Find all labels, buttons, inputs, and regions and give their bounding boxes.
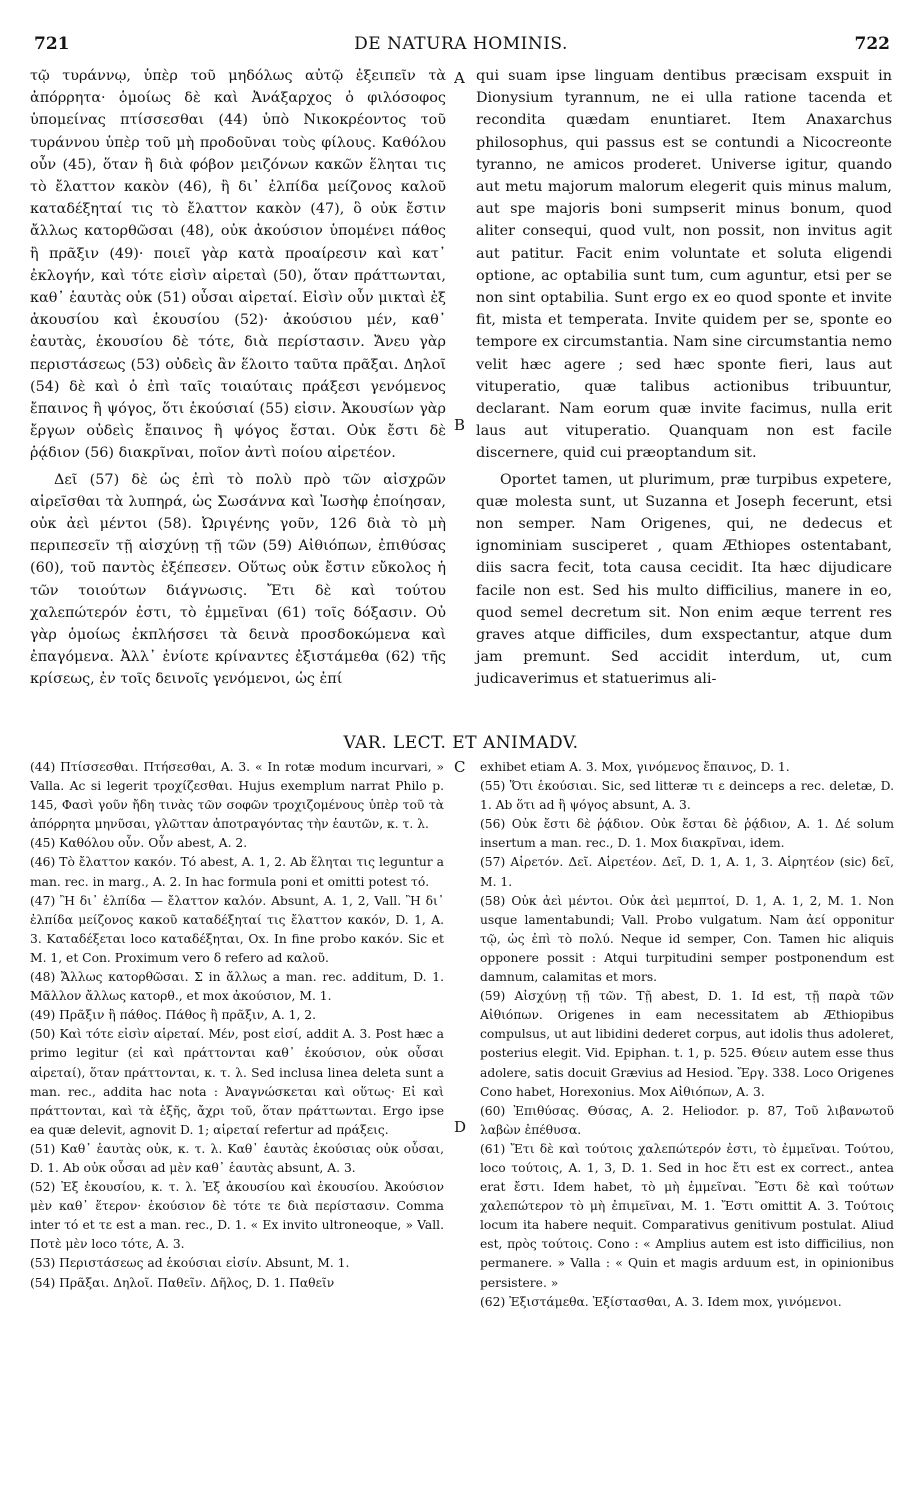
page-number-left: 721 bbox=[34, 34, 70, 54]
margin-letter-d: D bbox=[454, 1118, 467, 1136]
notes-heading: VAR. LECT. ET ANIMADV. bbox=[343, 733, 579, 753]
note-entry: (46) Τὸ ἔλαττον κακόν. Τό abest, A. 1, 2. Ab ἕληται τις leguntur a man. rec. in marg., A. 2. In hac formula poni et omitti potest τό. bbox=[30, 855, 444, 889]
note-entry: (54) Πρᾶξαι. Δηλοῖ. Παθεῖν. Δῆλος, D. 1. Παθεῖν bbox=[30, 1275, 335, 1290]
note-entry: exhibet etiam A. 3. Mox, γινόμενος ἔπαινος, D. 1. bbox=[480, 760, 790, 774]
note-entry: (62) Ἐξιστάμεθα. Ἐξίστασθαι, A. 3. Idem mox, γινόμενοι. bbox=[480, 1294, 842, 1309]
note-entry: (61) Ἔτι δὲ καὶ τούτοις χαλεπώτερόν ἐστι, τὸ ἐμμεῖναι. Τούτου, loco τούτοις, A. 1, 3, D. 1. Sed in hoc ἔτι est ex correct., antea erat ἔστι. Idem habet, τὸ μὴ ἐμμεῖναι. Ἔστι δὲ καὶ τούτων χαλεπώτερον τὸ μὴ ἐπιμεῖναι, M. 1. Ἔστι omittit A. 3. Τούτοις locum ita habere nequit. Comparativus genitivum postulat. Aliud est, πρὸς τούτοις. Cono : « Amplius autem est isto difficilius, non permanere. » Valla : « Quin et magis arduum est, in opinionibus persistere. » bbox=[480, 1141, 894, 1290]
note-entry: (47) Ἢ δι᾽ ἐλπίδα — ἔλαττον καλόν. Absunt, A. 1, 2, Vall. Ἢ δι᾽ ἐλπίδα μείζονος κακοῦ καταδέξηταί τις ἔλαττον κακόν, D. 1, A. 3. Καταδέξεται loco καταδέξηται, Ox. In fine probo κακόν. Sic et M. 1, et Con. Proximum vero δ refero ad καλοῦ. bbox=[30, 893, 444, 965]
note-entry: (59) Αἰσχύνῃ τῇ τῶν. Τῇ abest, D. 1. Id est, τῇ παρὰ τῶν Αἰθιόπων. Origenes in eam necessitatem ab Æthiopibus compulsus, ut aut libidini dederet corpus, aut idolis thus adoleret, posterius elegit. Vid. Epiphan. t. 1, p. 525. Θύειν autem esse thus adolere, satis docuit Grævius ad Hesiod. Ἔργ. 338. Loco Origenes Cono habet, Horexonius. Mox Αἰθιόπων, A. 3. bbox=[480, 989, 894, 1099]
note-entry: (45) Καθόλου οὖν. Οὖν abest, A. 2. bbox=[30, 836, 248, 851]
margin-letter-b: B bbox=[454, 416, 466, 434]
note-entry: (49) Πρᾶξιν ἢ πάθος. Πάθος ἢ πρᾶξιν, A. 1, 2. bbox=[30, 1008, 317, 1023]
note-entry: (50) Καὶ τότε εἰσὶν αἱρεταί. Μέν, post εἰσί, addit A. 3. Post hæc a primo legitur (εἰ καὶ πράττονται καθ᾽ ἑκούσιον, οὐκ οὖσαι αἱρεταί), ὅταν πράττονται, κ. τ. λ. Sed inclusa linea deleta sunt a man. rec., addita hac nota : Ἀναγνώσκεται καὶ οὕτως· Εἰ καὶ πράττονται, καὶ τὰ ἑξῆς, ἄχρι τοῦ, ὅταν πράττωνται. Ergo ipse ea quæ delevit, agnovit D. 1; αἱρεταί refertur ad πράξεις. bbox=[30, 1027, 444, 1137]
note-entry: (52) Ἐξ ἑκουσίου, κ. τ. λ. Ἐξ ἀκουσίου καὶ ἑκουσίου. Ἀκούσιον μὲν καθ᾽ ἕτερον· ἑκούσιον δὲ τότε τε διὰ περίστασιν. Comma inter τό et τε est a man. rec., D. 1. « Ex invito ultroneoque, » Vall. Ποτὲ μὲν loco τότε, A. 3. bbox=[30, 1180, 444, 1252]
note-entry: (60) Ἐπιθύσας. Θύσας, A. 2. Heliodor. p. 87, Τοῦ λιβανωτοῦ λαβὼν ἐπέθυσα. bbox=[480, 1103, 894, 1137]
greek-paragraph: Δεῖ (57) δὲ ὡς ἐπὶ τὸ πολὺ πρὸ τῶν αἰσχρῶν αἱρεῖσθαι τὰ λυπηρά, ὡς Σωσάννα καὶ Ἰωσὴφ ἐποίησαν, οὐκ ἀεὶ μέντοι (58). Ὠριγένης γοῦν, 126 διὰ τὸ μὴ περιπεσεῖν τῇ αἰσχύνῃ τῇ τῶν (59) Αἰθιόπων, ἐπιθύσας (60), τοῦ παντὸς ἐξέπεσεν. Οὕτως οὐκ ἔστιν εὔκολος ἡ τῶν τοιούτων διάγνωσις. Ἔτι δὲ καὶ τούτου χαλεπώτερόν ἐστι, τὸ ἐμμεῖναι (61) τοῖς δόξασιν. Οὐ γὰρ ὁμοίως ἐκπλήσσει τὰ δεινὰ προσδοκώμενα καὶ ἐπαγόμενα. Ἀλλ᾽ ἐνίοτε κρίναντες ἐξιστάμεθα (62) τῆς κρίσεως, ἐν τοῖς δεινοῖς γενόμενοι, ὡς ἐπί bbox=[30, 471, 446, 688]
latin-paragraph: Oportet tamen, ut plurimum, præ turpibus expetere, quæ molesta sunt, ut Suzanna et Joseph fecerunt, etsi non semper. Nam Origenes, qui, ne dedecus et ignominiam susciperet , quam Æthiopes ostentabant, diis sacra fecit, tota causa cecidit. Ita hæc dijudicare facile non est. Sed his multo difficilius, manere in eo, quod semel decretum sit. Non enim æque terrent res graves atque difficiles, dum exspectantur, atque dum jam premunt. Sed accidit interdum, ut, cum judicaverimus et statuerimus ali- bbox=[476, 471, 892, 688]
note-entry: (55) Ὅτι ἑκούσιαι. Sic, sed litteræ τι ε deinceps a rec. deletæ, D. 1. Ab ὅτι ad ἢ ψόγος absunt, A. 3. bbox=[480, 779, 894, 813]
note-entry: (51) Καθ᾽ ἑαυτὰς οὐκ, κ. τ. λ. Καθ᾽ ἑαυτὰς ἑκούσιας οὐκ οὖσαι, D. 1. Ab οὐκ οὖσαι ad μὲν καθ᾽ ἑαυτὰς absunt, A. 3. bbox=[30, 1141, 444, 1175]
page-number-right: 722 bbox=[854, 34, 890, 54]
notes-column-left bbox=[30, 758, 444, 1293]
note-entry: (48) Ἄλλως κατορθῶσαι. Σ in ἄλλως a man. rec. additum, D. 1. Μᾶλλον ἄλλως κατορθ., et mox ἀκούσιον, M. 1. bbox=[30, 970, 444, 1004]
note-entry: (57) Αἱρετόν. Δεῖ. Αἱρετέον. Δεῖ, D. 1, A. 1, 3. Αἱρητέον (sic) δεῖ, M. 1. bbox=[480, 855, 894, 889]
greek-text-column bbox=[30, 65, 446, 691]
note-entry: (44) Πτίσσεσθαι. Πτήσεσθαι, A. 3. « In rotæ modum incurvari, » Valla. Ac si legerit τροχίζεσθαι. Hujus exemplum narrat Philo p. 145, Φασὶ γοῦν ἤδη τινὰς τῶν σοφῶν τροχιζομένους ὑπὲρ τοῦ τὰ ἀπόρρητα μηνῦσαι, γλῶτταν ἀποτραγόντας τὴν ἑαυτῶν, κ. τ. λ. bbox=[30, 760, 444, 832]
note-entry: (53) Περιστάσεως ad ἑκούσιαι εἰσίν. Absunt, M. 1. bbox=[30, 1256, 350, 1271]
greek-paragraph: τῷ τυράννῳ, ὑπὲρ τοῦ μηδόλως αὐτῷ ἐξειπεῖν τὰ ἀπόρρητα· ὁμοίως δὲ καὶ Ἀνάξαρχος ὁ φιλόσοφος ὑπομείνας πτίσσεσθαι (44) ὑπὸ Νικοκρέοντος τοῦ τυράννου ὑπὲρ τοῦ μὴ προδοῦναι τοὺς φίλους. Καθόλου οὖν (45), ὅταν ἢ διὰ φόβον μειζόνων κακῶν ἕληται τις τὸ ἔλαττον κακὸν (46), ἢ δι᾽ ἐλπίδα μείζονος καλοῦ καταδέξηταί τις τὸ ἔλαττον κακὸν (47), ὃ οὐκ ἔστιν ἄλλως κατορθῶσαι (48), οὐκ ἀκούσιον ὑπομένει πάθος ἢ πρᾶξιν (49)· ποιεῖ γὰρ κατὰ προαίρεσιν καὶ κατ᾽ ἐκλογήν, καὶ τότε εἰσὶν αἱρεταὶ (50), ὅταν πράττωνται, καθ᾽ ἑαυτὰς οὐκ (51) οὖσαι αἱρεταί. Εἰσὶν οὖν μικταὶ ἐξ ἀκουσίου καὶ ἑκουσίου (52)· ἀκούσιου μέν, καθ᾽ ἑαυτὰς, ἑκουσίου δὲ τότε, διὰ περίστασιν. Ἄνευ γὰρ περιστάσεως (53) οὐδεὶς ἂν ἕλοιτο ταῦτα πρᾶξαι. Δηλοῖ (54) δὲ καὶ ὁ ἐπὶ ταῖς τοιαύταις πράξεσι γενόμενος ἔπαινος ἢ ψόγος, ὅτι ἑκούσιαί (55) εἰσιν. Ἀκουσίων γὰρ ἔργων οὐδεὶς ἔπαινος ἢ ψόγος ἔσται. Οὐκ ἔστι δὲ ῥᾴδιον (56) διακρῖναι, ποῖον ἀντὶ ποίου αἱρετέον. bbox=[30, 68, 446, 462]
latin-paragraph: qui suam ipse linguam dentibus præcisam exspuit in Dionysium tyrannum, ne ei ulla ratione tacenda et recondita quædam enuntiaret. Item Anaxarchus philosophus, qui passus est se contundi a Nicocreonte tyranno, ne amicos proderet. Universe igitur, quando aut metu majorum malorum elegerit quis minus malum, aut spe majoris boni sumpserit minus bonum, quod aliter consequi, quod vult, non possit, non invitus agit aut patitur. Facit enim voluntate et soluta eligendi optione, ac optabilia sunt tum, cum aguntur, etsi per se non sint optabilia. Sunt ergo ex eo quod sponte et invite fit, mista et temperata. Invite quidem per se, sponte eo tempore ex circumstantia. Nam sine circumstantia nemo velit hæc agere ; sed hæc sponte fieri, laus aut vituperatio, quæ talibus actionibus tribuuntur, declarant. Nam eorum quæ invite facimus, nulla erit laus aut vituperatio. Quanquam non est facile discernere, quid cui præoptandum sit. bbox=[476, 68, 892, 462]
page-header bbox=[30, 34, 892, 58]
running-title: DE NATURA HOMINIS. bbox=[354, 34, 568, 54]
notes-column-right bbox=[480, 758, 894, 1312]
margin-letter-a: A bbox=[454, 69, 465, 87]
latin-text-column bbox=[476, 65, 892, 691]
margin-letter-c: C bbox=[454, 758, 466, 776]
note-entry: (58) Οὐκ ἀεὶ μέντοι. Οὐκ ἀεὶ μεμπτοί, D. 1, A. 1, 2, M. 1. Non usque lamentabundi; Vall. Probo vulgatum. Nam ἀεί opponitur τῷ, ὡς ἐπὶ τὸ πολύ. Neque id semper, Con. Tamen hic aliquis opponere possit : Atqui turpitudini semper postponendum est damnum, calamitas et mors. bbox=[480, 893, 894, 985]
note-entry: (56) Οὐκ ἔστι δὲ ῥᾴδιον. Οὐκ ἔσται δὲ ῥᾴδιον, A. 1. Δέ solum insertum a man. rec., D. 1. Mox διακρῖναι, idem. bbox=[480, 817, 894, 851]
